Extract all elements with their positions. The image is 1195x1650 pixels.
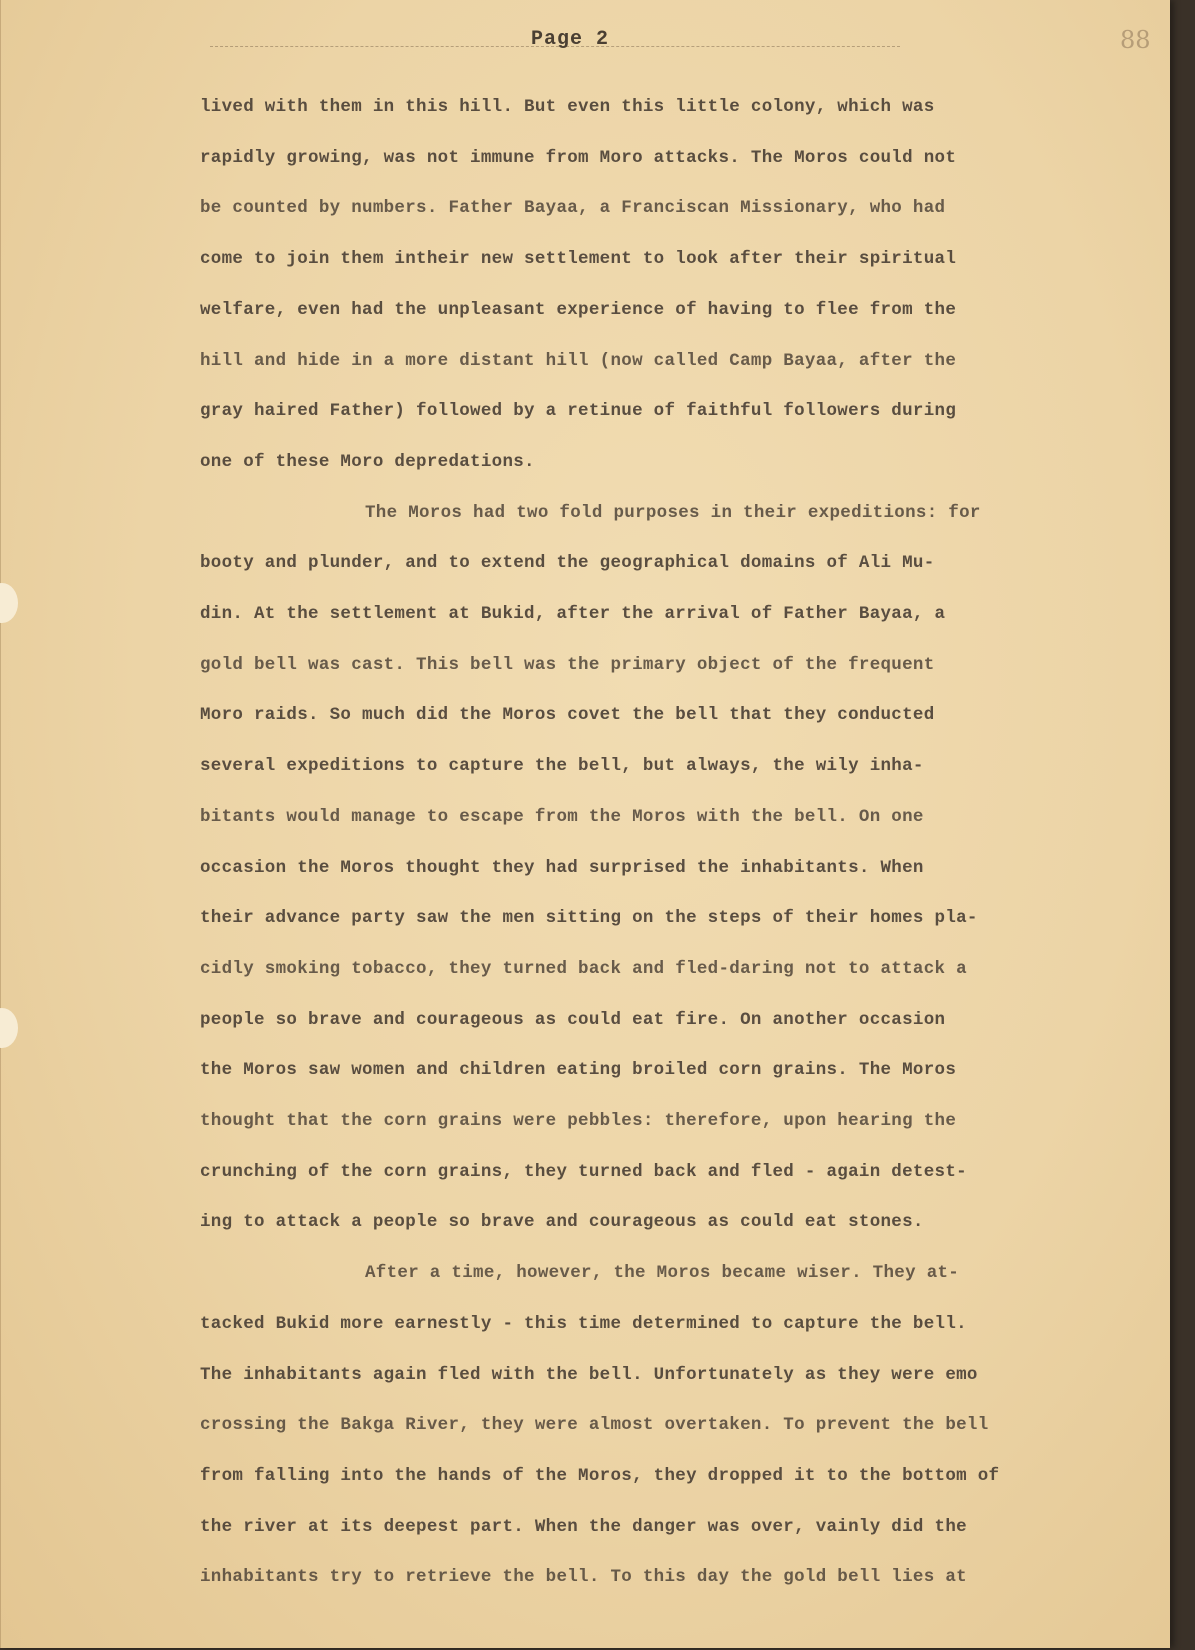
text-line: the Moros saw women and children eating broiled corn grains. The Moros [200,1060,957,1081]
text-line: one of these Moro depredations. [200,451,535,472]
text-line: cidly smoking tobacco, they turned back and fled-daring not to attack a [200,958,967,979]
text-line: lived with them in this hill. But even this little colony, which was [200,97,935,117]
text-line: several expeditions to capture the bell, but always, the wily inha- [200,756,924,777]
text-line: Moro raids. So much did the Moros covet the bell that they conducted [200,705,935,726]
paragraph-first-line: After a time, however, the Moros became wiser. They at- [365,1263,960,1284]
text-line: rapidly growing, was not immune from Moro attacks. The Moros could not [200,147,957,168]
paragraph-first-line: The Moros had two fold purposes in their expeditions: for [365,502,981,523]
text-line: hill and hide in a more distant hill (now called Camp Bayaa, after the [200,350,957,371]
text-line: thought that the corn grains were pebbles: therefore, upon hearing the [200,1111,957,1132]
text-line: ing to attack a people so brave and courageous as could eat stones. [200,1212,924,1233]
text-line: booty and plunder, and to extend the geographical domains of Ali Mu- [200,553,935,574]
page-header [0,28,1170,51]
text-line: The inhabitants again fled with the bell. Unfortunately as they were emo [200,1364,978,1385]
folio-mark: 88 [1120,26,1151,54]
text-line: their advance party saw the men sitting on the steps of their homes pla- [200,908,978,929]
text-line: gold bell was cast. This bell was the primary object of the frequent [200,654,935,675]
text-line: occasion the Moros thought they had surprised the inhabitants. When [200,857,924,878]
text-line: be counted by numbers. Father Bayaa, a Franciscan Missionary, who had [200,198,946,219]
text-line: din. At the settlement at Bukid, after the arrival of Father Bayaa, a [200,604,946,625]
body-text [200,82,1120,1603]
text-line: gray haired Father) followed by a retinue of faithful followers during [200,401,957,422]
punch-hole-lower [0,1008,18,1048]
page-number: Page 2 [530,28,609,51]
text-line: the river at its deepest part. When the danger was over, vainly did the [200,1516,967,1537]
page-edge [0,0,1,1648]
text-line: from falling into the hands of the Moros, they dropped it to the bottom of [200,1465,1000,1486]
text-line: people so brave and courageous as could eat fire. On another occasion [200,1009,946,1030]
text-line: crossing the Bakga River, they were almost overtaken. To prevent the bell [200,1415,989,1436]
text-line: bitants would manage to escape from the Moros with the bell. On one [200,806,924,827]
text-line: welfare, even had the unpleasant experience of having to flee from the [200,299,957,320]
punch-hole-upper [0,583,18,623]
text-line: tacked Bukid more earnestly - this time determined to capture the bell. [200,1313,967,1334]
text-line: inhabitants try to retrieve the bell. To this day the gold bell lies at [200,1567,967,1588]
text-line: come to join them intheir new settlement to look after their spiritual [200,249,957,270]
text-line: crunching of the corn grains, they turned back and fled - again detest- [200,1161,967,1182]
